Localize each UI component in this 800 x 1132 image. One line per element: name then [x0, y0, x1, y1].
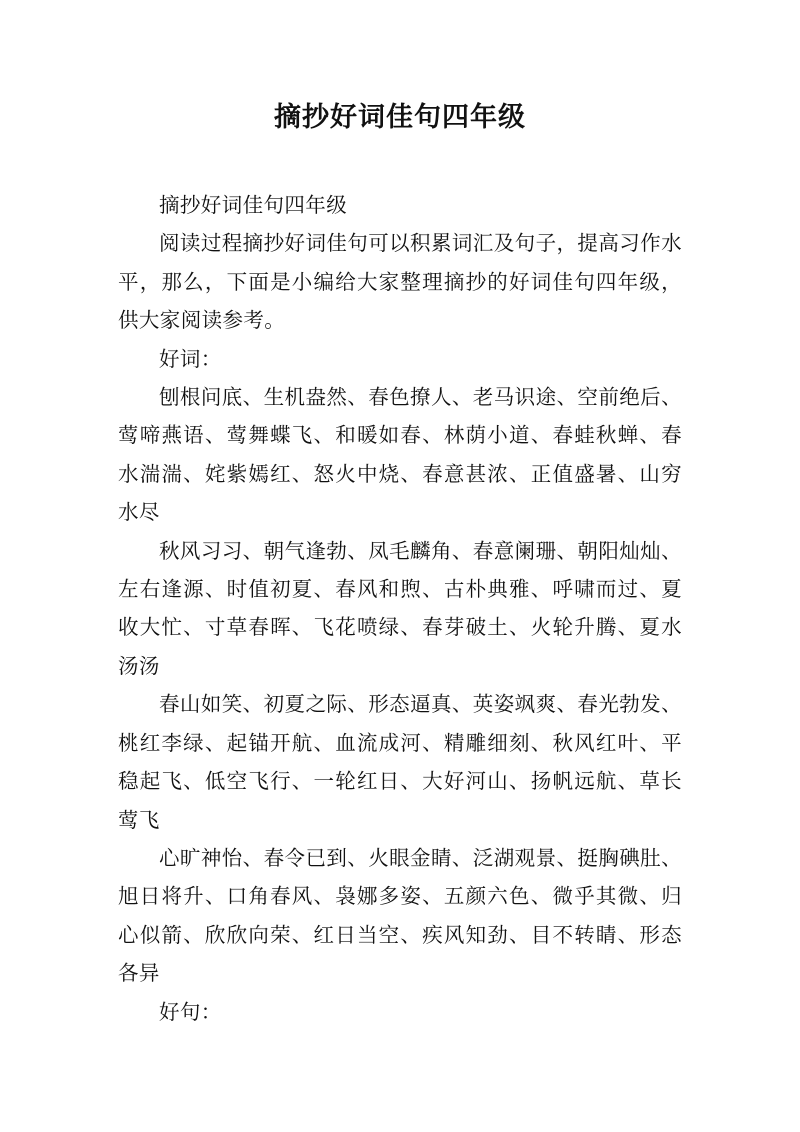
paragraph-intro: 阅读过程摘抄好词佳句可以积累词汇及句子，提高习作水平，那么，下面是小编给大家整理摘抄的好词佳句四年级，供大家阅读参考。 [118, 231, 682, 333]
document-body [118, 186, 682, 1031]
paragraph-good-sentences-heading: 好句： [159, 999, 222, 1024]
paragraph-word-list-4: 心旷神怡、春令已到、火眼金睛、泛湖观景、挺胸碘肚、旭日将升、口角春风、袅娜多姿、五颜六色、微乎其微、归心似箭、欣欣向荣、红日当空、疾风知劲、目不转睛、形态各异 [118, 845, 682, 986]
paragraph-good-words-heading: 好词： [159, 346, 222, 371]
paragraph-subtitle: 摘抄好词佳句四年级 [159, 193, 348, 217]
paragraph-word-list-2: 秋风习习、朝气逢勃、凤毛麟角、春意阑珊、朝阳灿灿、左右逢源、时值初夏、春风和煦、古朴典雅、呼啸而过、夏收大忙、寸草春晖、飞花喷绿、春芽破土、火轮升腾、夏水汤汤 [118, 538, 682, 678]
paragraph-word-list-3: 春山如笑、初夏之际、形态逼真、英姿飒爽、春光勃发、桃红李绿、起锚开航、血流成河、精雕细刻、秋风红叶、平稳起飞、低空飞行、一轮红日、大好河山、扬帆远航、草长莺飞 [118, 692, 682, 832]
document-title: 摘抄好词佳句四年级 [274, 102, 526, 133]
paragraph-word-list-1: 刨根问底、生机盎然、春色撩人、老马识途、空前绝后、莺啼燕语、莺舞蝶飞、和暖如春、林荫小道、春蛙秋蝉、春水湍湍、姹紫嫣红、怒火中烧、春意甚浓、正值盛暑、山穷水尽 [118, 385, 682, 525]
